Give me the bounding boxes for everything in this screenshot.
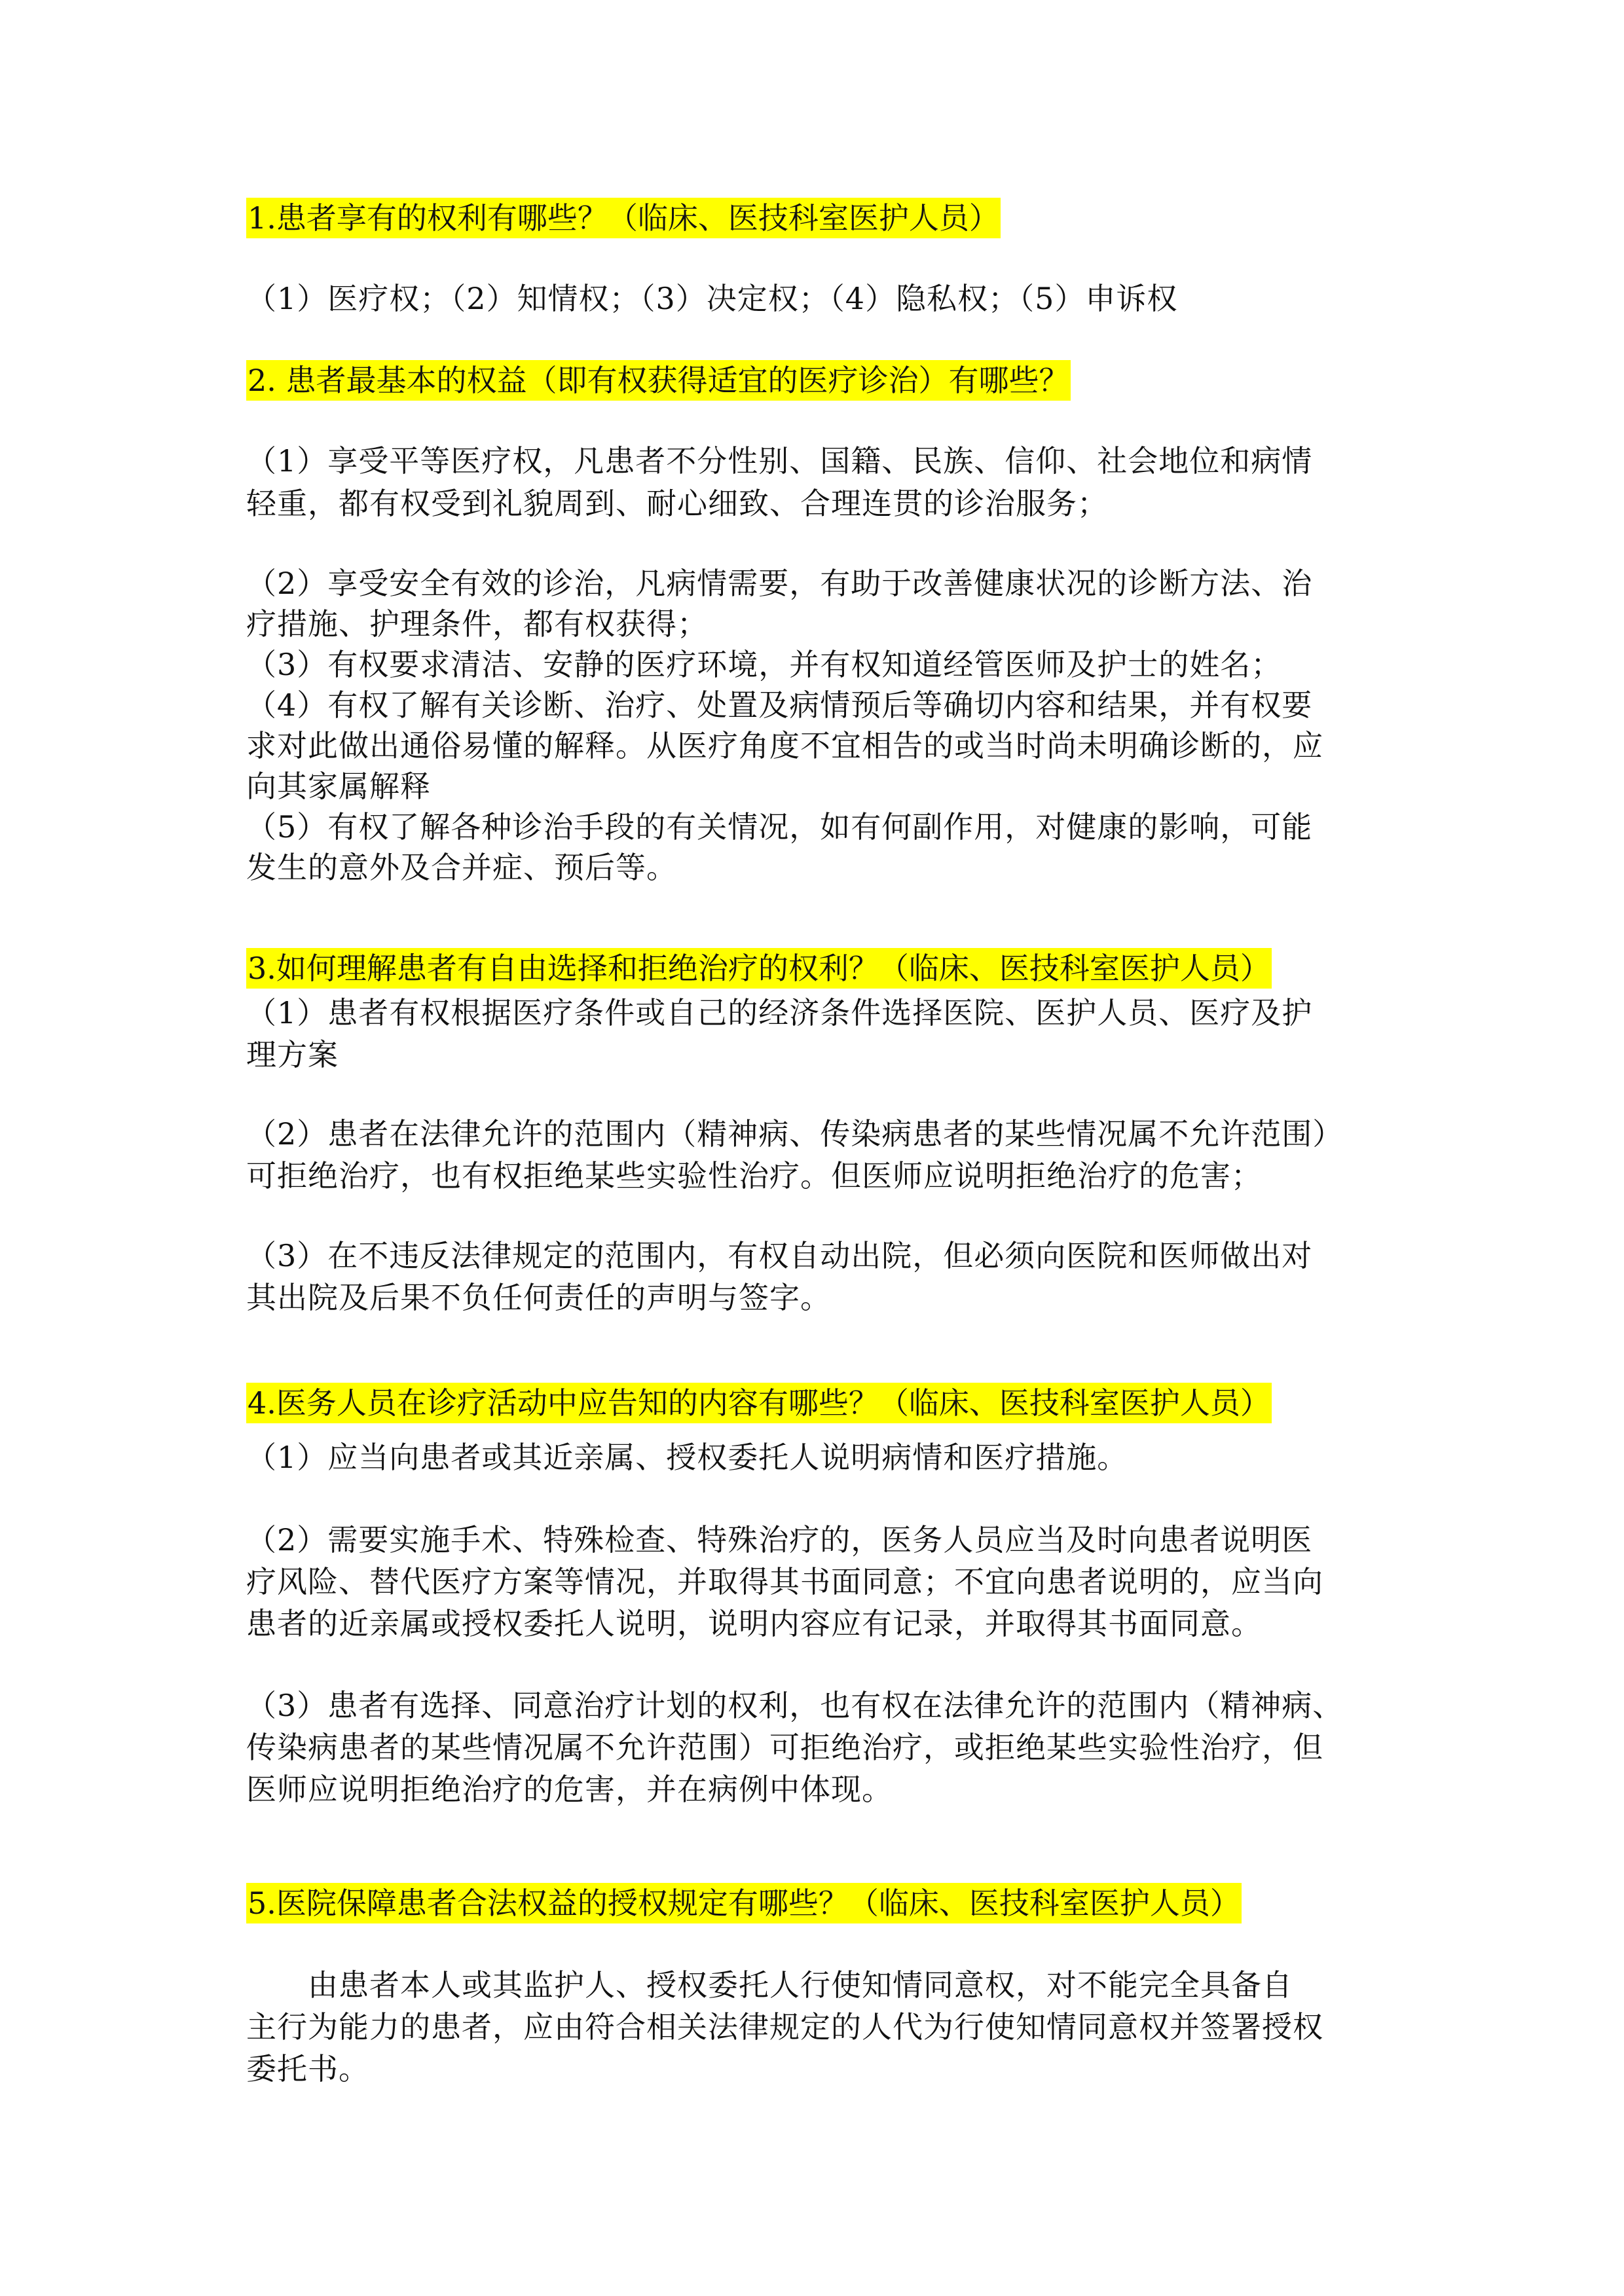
highlighted-question: 2. 患者最基本的权益（即有权获得适宜的医疗诊治）有哪些？ <box>246 360 1071 401</box>
answer-line: 求对此做出通俗易懂的解释。从医疗角度不宜相告的或当时尚未明确诊断的，应 <box>246 728 1323 763</box>
section-3-heading <box>246 948 1379 989</box>
answer-line: 向其家属解释 <box>246 769 431 804</box>
answer-line: 理方案 <box>246 1037 339 1072</box>
answer-line: 轻重，都有权受到礼貌周到、耐心细致、合理连贯的诊治服务； <box>246 486 1108 521</box>
section-2-answer-1 <box>246 440 1379 525</box>
section-2-heading <box>246 360 1379 401</box>
answer-line: （3）在不违反法律规定的范围内，有权自动出院，但必须向医院和医师做出对 <box>246 1238 1313 1273</box>
section-2-answer-2 <box>246 563 1379 888</box>
answer-line: （1）医疗权；（2）知情权；（3）决定权；（4）隐私权；（5）申诉权 <box>246 281 1178 316</box>
section-1-heading <box>246 198 1379 238</box>
answer-line: （5）有权了解各种诊治手段的有关情况，如有何副作用，对健康的影响，可能 <box>246 809 1313 845</box>
section-3-answer-1 <box>246 992 1379 1076</box>
section-4-answer-2 <box>246 1519 1379 1645</box>
highlighted-question: 5.医院保障患者合法权益的授权规定有哪些？（临床、医技科室医护人员） <box>246 1883 1242 1923</box>
highlighted-question: 3.如何理解患者有自由选择和拒绝治疗的权利？（临床、医技科室医护人员） <box>246 948 1272 989</box>
answer-line: （1）应当向患者或其近亲属、授权委托人说明病情和医疗措施。 <box>246 1440 1128 1475</box>
section-4-heading <box>246 1383 1379 1423</box>
answer-line: 患者的近亲属或授权委托人说明，说明内容应有记录，并取得其书面同意。 <box>246 1606 1262 1641</box>
answer-line: 可拒绝治疗，也有权拒绝某些实验性治疗。但医师应说明拒绝治疗的危害； <box>246 1158 1262 1194</box>
section-4-answer-3 <box>246 1685 1379 1810</box>
highlighted-question: 1.患者享有的权利有哪些？（临床、医技科室医护人员） <box>246 198 1001 238</box>
answer-line: 疗措施、护理条件，都有权获得； <box>246 606 708 642</box>
answer-line: 由患者本人或其监护人、授权委托人行使知情同意权，对不能完全具备自 <box>246 1967 1293 2003</box>
answer-line: 委托书。 <box>246 2051 369 2086</box>
answer-line: 发生的意外及合并症、预后等。 <box>246 850 677 885</box>
section-3-answer-3 <box>246 1235 1379 1319</box>
section-3-answer-2 <box>246 1113 1379 1197</box>
answer-line: 传染病患者的某些情况属不允许范围）可拒绝治疗，或拒绝某些实验性治疗，但 <box>246 1730 1323 1765</box>
answer-line: 疗风险、替代医疗方案等情况，并取得其书面同意；不宜向患者说明的，应当向 <box>246 1564 1323 1599</box>
section-4-answer-1 <box>246 1436 1379 1478</box>
answer-line: （3）患者有选择、同意治疗计划的权利，也有权在法律允许的范围内（精神病、 <box>246 1688 1344 1723</box>
answer-line: （2）需要实施手术、特殊检查、特殊治疗的，医务人员应当及时向患者说明医 <box>246 1522 1313 1558</box>
section-5-answer <box>246 1964 1379 2090</box>
answer-line: 其出院及后果不负任何责任的声明与签字。 <box>246 1280 831 1315</box>
answer-line: （2）享受安全有效的诊治，凡病情需要，有助于改善健康状况的诊断方法、治 <box>246 566 1313 601</box>
answer-line: （1）患者有权根据医疗条件或自己的经济条件选择医院、医护人员、医疗及护 <box>246 995 1313 1030</box>
answer-line: （1）享受平等医疗权，凡患者不分性别、国籍、民族、信仰、社会地位和病情 <box>246 443 1313 479</box>
section-1-answer <box>246 278 1379 319</box>
answer-line: 医师应说明拒绝治疗的危害，并在病例中体现。 <box>246 1772 893 1807</box>
answer-line: （4）有权了解有关诊断、治疗、处置及病情预后等确切内容和结果，并有权要 <box>246 687 1313 723</box>
highlighted-question: 4.医务人员在诊疗活动中应告知的内容有哪些？（临床、医技科室医护人员） <box>246 1383 1272 1423</box>
answer-line: （2）患者在法律允许的范围内（精神病、传染病患者的某些情况属不允许范围） <box>246 1116 1344 1152</box>
answer-line: 主行为能力的患者，应由符合相关法律规定的人代为行使知情同意权并签署授权 <box>246 2009 1323 2045</box>
answer-line: （3）有权要求清洁、安静的医疗环境，并有权知道经管医师及护士的姓名； <box>246 647 1282 682</box>
section-5-heading <box>246 1883 1379 1923</box>
